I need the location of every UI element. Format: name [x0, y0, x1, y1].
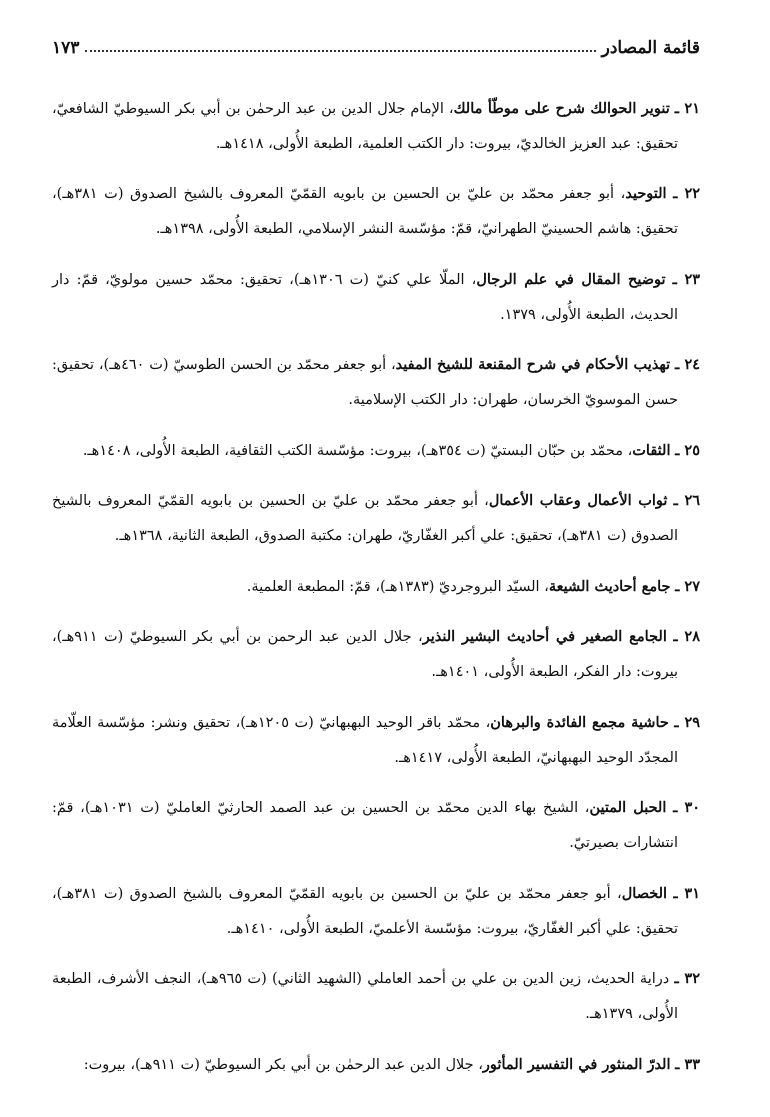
book-page	[52, 0, 700, 1117]
entry-number: ٢١ ـ	[674, 99, 700, 117]
bibliography-entry	[52, 790, 700, 861]
entry-title: الحبل المتين	[589, 799, 667, 816]
bibliography-entry	[52, 569, 700, 605]
entry-details: ، محمّد باقر الوحيد البهبهانيّ (ت ١٢٠٥هـ)، تحقيق ونشر: مؤسّسة العلّامة المجدّد الوحيد البهبهانيّ، الطبعة الأُولى، ١٤١٧هـ.	[52, 714, 678, 766]
bibliography-entry	[52, 1047, 700, 1083]
header-title: قائمة المصادر	[601, 38, 700, 58]
entry-title: الخصال	[621, 884, 668, 902]
entry-details: ، أبو جعفر محمّد بن عليّ بن الحسين بن بابويه القمّيّ المعروف بالشيخ الصدوق (ت ٣٨١هـ)، تحقيق: هاشم الحسينيّ الطهرانيّ، قمّ: مؤسّسة النشر الإسلامي، الطبعة الأُولى، ١٣٩٨هـ.	[52, 186, 678, 237]
entry-number: ٢٣ ـ	[672, 270, 701, 288]
entry-title: تهذيب الأحكام في شرح المقنعة للشيخ المفيد	[395, 356, 671, 373]
bibliography-entry	[52, 262, 700, 333]
entry-title: توضيح المقال في علم الرجال	[476, 270, 666, 288]
entry-details: ، أبو جعفر محمّد بن عليّ بن الحسين بن بابويه القمّيّ المعروف بالشيخ الصدوق (ت ٣٨١هـ)، تحقيق: علي أكبر الغفّاريّ، بيروت: مؤسّسة الأعلميّ، الطبعة الأُولى، ١٤١٠هـ.	[52, 885, 678, 937]
entry-details: ، جلال الدين عبد الرحمٰن بن أبي بكر السيوطيّ (ت ٩١١هـ)، بيروت:	[83, 1056, 483, 1073]
entry-details: ، الشيخ بهاء الدين محمّد بن الحسين بن عبد الصمد الحارثيّ العامليّ (ت ١٠٣١هـ)، قمّ: انتشارات بصيرتيّ.	[52, 800, 678, 851]
entry-title: التوحيد	[625, 185, 667, 202]
bibliography-list	[52, 76, 700, 1092]
entry-number: ٢٦ ـ	[673, 492, 701, 509]
bibliography-entry	[52, 176, 700, 247]
entry-title: الثقات	[632, 441, 671, 459]
bibliography-entry	[52, 876, 700, 947]
entry-number: ٣٢ ـ	[674, 970, 700, 987]
entry-details: ، الملّا علي كنيّ (ت ١٣٠٦هـ)، تحقيق: محمّد حسين مولويّ، قمّ: دار الحديث، الطبعة الأُولى، ١٣٧٩.	[52, 271, 678, 323]
entry-number: ٢٢ ـ	[673, 185, 701, 202]
entry-number: ٣٠ ـ	[673, 799, 701, 816]
entry-details: ، أبو جعفر محمّد بن الحسن الطوسيّ (ت ٤٦٠هـ)، تحقيق: حسن الموسويّ الخرسان، طهران: دار الكتب الإسلامية.	[52, 357, 678, 408]
header-leader-dots	[85, 50, 595, 52]
bibliography-entry	[52, 705, 700, 776]
page-number: ١٧٣	[52, 38, 80, 58]
entry-title: جامع أحاديث الشيعة	[548, 577, 671, 595]
entry-title: الدرّ المنثور في التفسير المأثور	[482, 1055, 671, 1073]
entry-details: دراية الحديث، زين الدين بن علي بن أحمد العاملي (الشهيد الثاني) (ت ٩٦٥هـ)، النجف الأشرف، الطبعة الأُولى، ١٣٧٩هـ.	[52, 971, 678, 1022]
entry-title: الجامع الصغير في أحاديث البشير النذير	[422, 628, 667, 645]
entry-title: ثواب الأعمال وعقاب الأعمال	[488, 492, 668, 509]
bibliography-entry	[52, 91, 700, 162]
entry-number: ٢٥ ـ	[675, 441, 700, 459]
bibliography-entry	[52, 347, 700, 418]
running-header	[52, 30, 700, 58]
entry-title: حاشية مجمع الفائدة والبرهان	[490, 713, 669, 731]
entry-number: ٣١ ـ	[673, 884, 700, 902]
entry-number: ٢٤ ـ	[674, 356, 701, 373]
bibliography-entry	[52, 961, 700, 1032]
entry-title: تنوير الحوالك شرح على موطّأ مالك	[453, 99, 670, 117]
entry-number: ٣٣ ـ	[675, 1055, 700, 1073]
bibliography-entry	[52, 433, 700, 469]
bibliography-entry	[52, 619, 700, 690]
entry-number: ٢٧ ـ	[675, 577, 700, 595]
entry-details: ، جلال الدين عبد الرحمن بن أبي بكر السيوطيّ (ت ٩١١هـ)، بيروت: دار الفكر، الطبعة الأُولى، ١٤٠١هـ.	[52, 629, 678, 680]
entry-number: ٢٩ ـ	[674, 713, 701, 731]
entry-details: ، السيّد البروجرديّ (١٣٨٣هـ)، قمّ: المطبعة العلمية.	[246, 578, 549, 595]
entry-details: ، الإمام جلال الدين بن عبد الرحمٰن بن أبي بكر السيوطيّ الشافعيّ، تحقيق: عبد العزيز الخالديّ، بيروت: دار الكتب العلمية، الطبعة الأُولى، ١٤١٨هـ.	[52, 100, 678, 152]
entry-details: ، محمّد بن حبّان البستيّ (ت ٣٥٤هـ)، بيروت: مؤسّسة الكتب الثقافية، الطبعة الأُولى، ١٤٠٨هـ.	[82, 442, 633, 459]
entry-number: ٢٨ ـ	[673, 628, 700, 645]
bibliography-entry	[52, 483, 700, 554]
entry-details: ، أبو جعفر محمّد بن عليّ بن الحسين بن بابويه القمّيّ المعروف بالشيخ الصدوق (ت ٣٨١هـ)، تحقيق: علي أكبر الغفّاريّ، طهران: مكتبة الصدوق، الطبعة الثانية، ١٣٦٨هـ.	[52, 493, 678, 544]
